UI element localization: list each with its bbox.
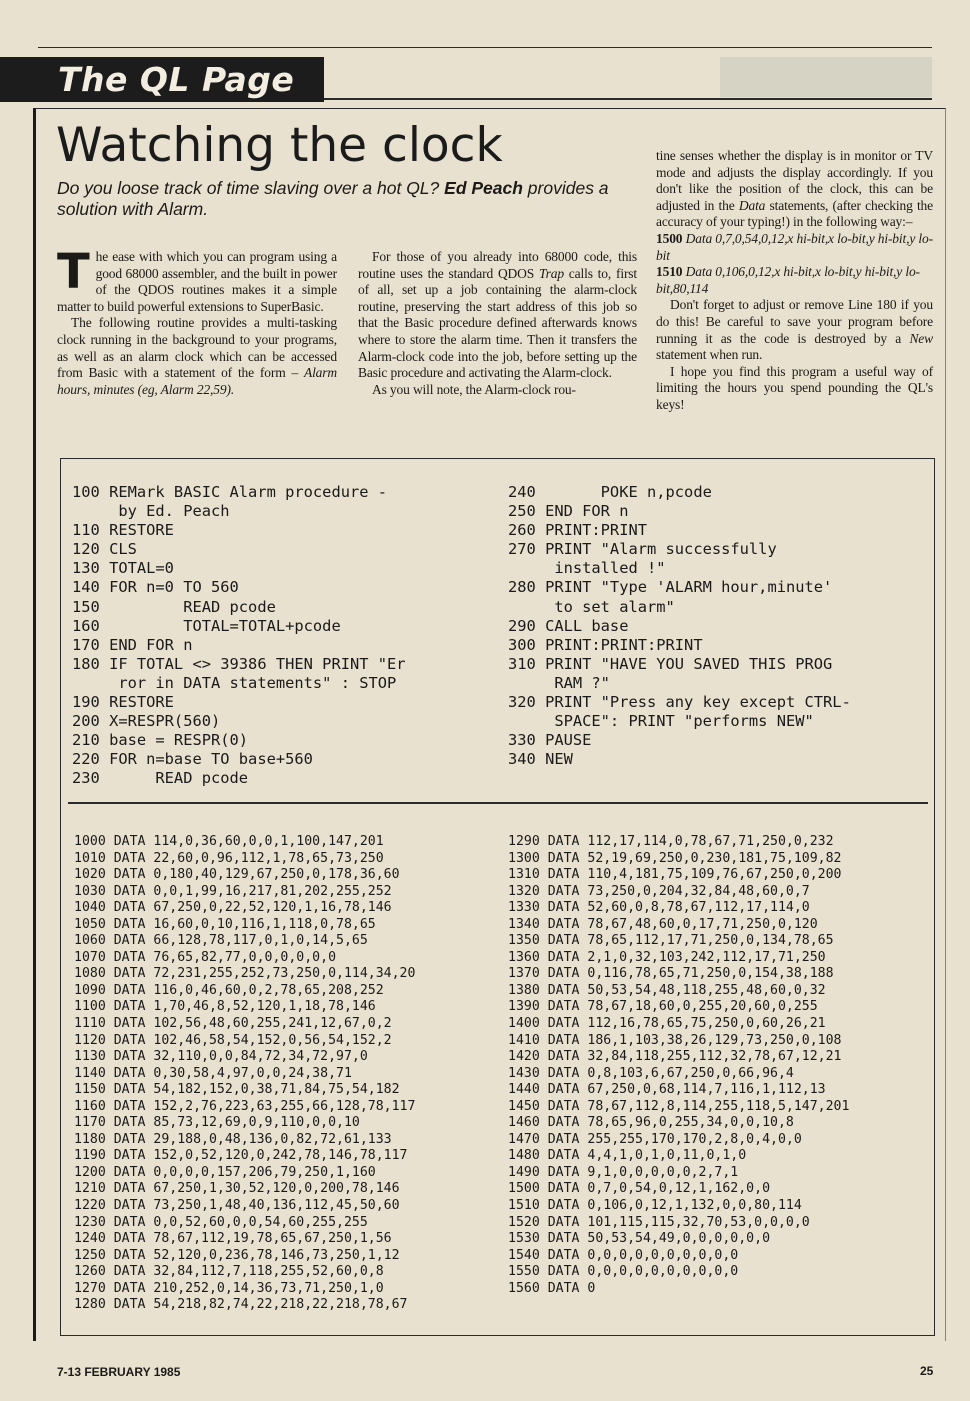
col3-p1-data: Data [738,197,766,213]
top-rule [38,47,932,48]
drop-cap: T [57,244,90,300]
col3-paragraph-2 [656,297,933,363]
col1-p1-text: he ease with which you can program using a good 68000 assembler, and the built in power of the QDOS routines makes it a simple matter to build powerful extensions to SuperBasic. [57,249,337,314]
article-column-1 [57,244,337,398]
standfirst-lead: Do you loose track of time slaving over a hot QL? [57,178,445,198]
section-title: The QL Page [58,60,295,99]
col2-p1-text-b: calls to, first of all, set up a job containing the alarm-clock routine, preserving the start address of this job so that the Basic procedure defined afterwards knows where to store the alarm time. Then it transfers the Alarm-clock code into the job, before setting up the Basic procedure and activating the Alarm-clock. [358,265,637,381]
article-column-3 [656,148,933,414]
col3-p2-text-b: statement when run. [656,347,763,363]
basic-listing-right: 240 POKE n,pcode 250 END FOR n 260 PRINT:PRINT 270 PRINT "Alarm successfully installed !" 280 PRINT "Type 'ALARM hour,minute' to set alarm" 290 CALL base 300 PRINT:PRINT:PRINT 310 PRINT "HAVE YOU SAVED THIS PROG RAM ?" 320 PRINT "Press any key except CTRL- SPACE": PRINT "performs NEW" 330 PAUSE 340 NEW [508,483,851,769]
col3-p1-text-a: tine senses whether the display is in monitor or TV mode and adjusts the display accordingly. If you don't like the position of the clock, this can be adjusted in the [656,148,933,213]
col3-line-1510-number: 1510 [656,264,683,280]
header-rule [324,98,932,100]
col3-line-1500-text: Data 0,7,0,54,0,12,x hi-bit,x lo-bit,y hi-bit,y lo-bit [656,230,933,263]
faded-banner-area [720,57,932,97]
section-header [0,57,324,102]
standfirst-tail: provides a solution with Alarm. [57,178,609,219]
col3-p1-text-b: statements, (after checking the accuracy of your typing!) in the following way:– [656,197,933,230]
col1-p2-example: Alarm hours, minutes (eg, Alarm 22,59). [57,365,337,397]
col3-paragraph-1 [656,148,933,231]
col2-paragraph-1 [358,249,637,382]
col3-paragraph-3: I hope you find this program a useful way of limiting the hours you spend pounding the QL's keys! [656,363,933,412]
data-listing-left: 1000 DATA 114,0,36,60,0,0,1,100,147,201 1010 DATA 22,60,0,96,112,1,78,65,73,250 1020 DATA 0,180,40,129,67,250,0,178,36,60 1030 DATA 0,0,1,99,16,217,81,202,255,252 1040 DATA 67,250,0,22,52,120,1,16,78,146 1050 DATA 16,60,0,10,116,1,118,0,78,65 1060 DATA 66,128,78,117,0,1,0,14,5,65 1070 DATA 76,65,82,77,0,0,0,0,0,0 1080 DATA 72,231,255,252,73,250,0,114,34,20 1090 DATA 116,0,46,60,0,2,78,65,208,252 1100 DATA 1,70,46,8,52,120,1,18,78,146 1110 DATA 102,56,48,60,255,241,12,67,0,2 1120 DATA 102,46,58,54,152,0,56,54,152,2 1130 DATA 32,110,0,0,84,72,34,72,97,0 1140 DATA 0,30,58,4,97,0,0,24,38,71 1150 DATA 54,182,152,0,38,71,84,75,54,182 1160 DATA 152,2,76,223,63,255,66,128,78,117 1170 DATA 85,73,12,69,0,9,110,0,0,10 1180 DATA 29,188,0,48,136,0,82,72,61,133 1190 DATA 152,0,52,120,0,242,78,146,78,117 1200 DATA 0,0,0,0,157,206,79,250,1,160 1210 DATA 67,250,1,30,52,120,0,200,78,146 1220 DATA 73,250,1,48,40,136,112,45,50,60 1230 DATA 0,0,52,60,0,0,54,60,255,255 1240 DATA 78,67,112,19,78,65,67,250,1,56 1250 DATA 52,120,0,236,78,146,73,250,1,12 1260 DATA 32,84,112,7,118,255,52,60,0,8 1270 DATA 210,252,0,14,36,73,71,250,1,0 1280 DATA 54,218,82,74,22,218,22,218,78,67 [74,834,416,1313]
col1-paragraph-1 [57,244,337,315]
col2-p1-trap: Trap [539,265,564,281]
col3-line-1510-text: Data 0,106,0,12,x hi-bit,x lo-bit,y hi-bit,y lo-bit,80,114 [656,264,920,296]
col3-line-1500-number: 1500 [656,230,683,246]
col2-paragraph-2: As you will note, the Alarm-clock rou- [372,381,576,397]
standfirst-author: Ed Peach [444,178,523,198]
col3-line-1510 [656,264,933,297]
footer-date: 7-13 FEBRUARY 1985 [57,1365,181,1379]
col3-p2-text-a: Don't forget to adjust or remove Line 180 if you do this! Be careful to save your program before running it as the code is destroyed by a [656,297,933,346]
basic-listing-left: 100 REMark BASIC Alarm procedure - by Ed. Peach 110 RESTORE 120 CLS 130 TOTAL=0 140 FOR n=0 TO 560 150 READ pcode 160 TOTAL=TOTAL+pcode 170 END FOR n 180 IF TOTAL <> 39386 THEN PRINT "Er ror in DATA statements" : STOP 190 RESTORE 200 X=RESPR(560) 210 base = RESPR(0) 220 FOR n=base TO base+560 230 READ pcode [72,483,406,788]
col3-p2-new: New [909,330,933,346]
page-number: 25 [920,1364,934,1378]
article-column-2 [358,249,637,398]
col1-paragraph-2 [57,315,337,398]
article-standfirst [57,178,642,220]
col3-line-1500 [656,231,933,264]
data-listing-right: 1290 DATA 112,17,114,0,78,67,71,250,0,232 1300 DATA 52,19,69,250,0,230,181,75,109,82 1310 DATA 110,4,181,75,109,76,67,250,0,200 1320 DATA 73,250,0,204,32,84,48,60,0,7 1330 DATA 52,60,0,8,78,67,112,17,114,0 1340 DATA 78,67,48,60,0,17,71,250,0,120 1350 DATA 78,65,112,17,71,250,0,134,78,65 1360 DATA 2,1,0,32,103,242,112,17,71,250 1370 DATA 0,116,78,65,71,250,0,154,38,188 1380 DATA 50,53,54,48,118,255,48,60,0,32 1390 DATA 78,67,18,60,0,255,20,60,0,255 1400 DATA 112,16,78,65,75,250,0,60,26,21 1410 DATA 186,1,103,38,26,129,73,250,0,108 1420 DATA 32,84,118,255,112,32,78,67,12,21 1430 DATA 0,8,103,6,67,250,0,66,96,4 1440 DATA 67,250,0,68,114,7,116,1,112,13 1450 DATA 78,67,112,8,114,255,118,5,147,201 1460 DATA 78,65,96,0,255,34,0,0,10,8 1470 DATA 255,255,170,170,2,8,0,4,0,0 1480 DATA 4,4,1,0,1,0,11,0,1,0 1490 DATA 9,1,0,0,0,0,0,2,7,1 1500 DATA 0,7,0,54,0,12,1,162,0,0 1510 DATA 0,106,0,12,1,132,0,0,80,114 1520 DATA 101,115,115,32,70,53,0,0,0,0 1530 DATA 50,53,54,49,0,0,0,0,0,0 1540 DATA 0,0,0,0,0,0,0,0,0,0 1550 DATA 0,0,0,0,0,0,0,0,0,0 1560 DATA 0 [508,834,850,1296]
listing-divider [68,802,928,804]
col2-p1-text-a: For those of you already into 68000 code, this routine uses the standard QDOS [358,249,637,281]
article-headline: Watching the clock [56,118,503,173]
col1-p2-text: The following routine provides a multi-tasking clock running in the background to your programs, as well as an alarm clock which can be accessed from Basic with a statement of the form – [57,315,337,381]
